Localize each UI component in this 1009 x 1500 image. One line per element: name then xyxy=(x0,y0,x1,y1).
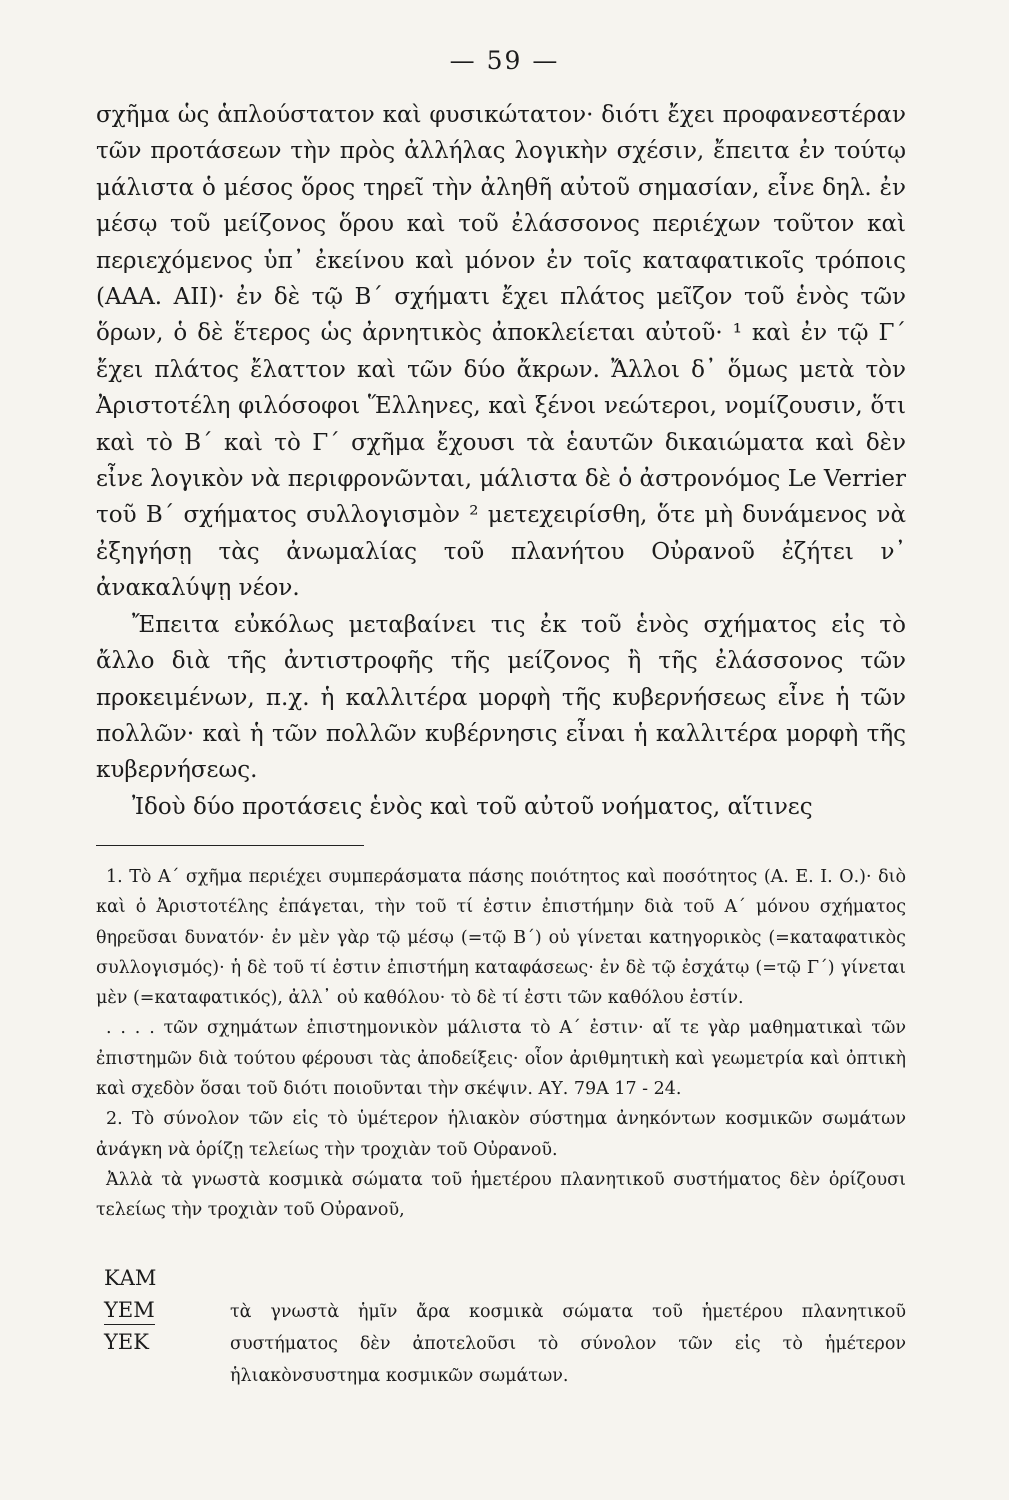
footnote-1: 1. Τὸ Α΄ σχῆμα περιέχει συμπεράσματα πάσης ποιότητος καὶ ποσότητος (Α. Ε. Ι. Ο.)· διὸ καὶ ὁ Ἀριστοτέλης ἐπάγεται, τὴν τοῦ τί ἐστιν ἐπιστήμην διὰ τοῦ Α΄ μόνου σχήματος θηρεῦσαι δυνατόν· ἐν μὲν γὰρ τῷ μέσῳ (=τῷ Β΄) οὐ γίνεται κατηγορικὸς (=καταφατικὸς συλλογισμός)· ἡ δὲ τοῦ τί ἐστιν ἐπιστήμη καταφάσεως· ἐν δὲ τῷ ἐσχάτῳ (=τῷ Γ΄) γίνεται μὲν (=καταφατικός), ἀλλ᾽ οὐ καθόλου· τὸ δὲ τί ἐστι τῶν καθόλου ἐστίν. xyxy=(96,867,906,1009)
footnote-1-quote: . . . . τῶν σχημάτων ἐπιστημονικὸν μάλιστα τὸ Α΄ ἐστιν· αἵ τε γὰρ μαθηματικαὶ τῶν ἐπιστημῶν διὰ τούτου φέρουσι τὰς ἀποδείξεις· οἷον ἀριθμητικὴ καὶ γεωμετρία καὶ ὀπτικὴ καὶ σχεδὸν ὅσαι τοῦ διότι ποιοῦνται τὴν σκέψιν. ΑΥ. 79Α 17 - 24. xyxy=(96,1018,906,1100)
syllogism-term-kam: ΚΑΜ xyxy=(104,1266,157,1290)
paragraph-2: Ἔπειτα εὐκόλως μεταβαίνει τις ἐκ τοῦ ἑνὸς σχήματος εἰς τὸ ἄλλο διὰ τῆς ἀντιστροφῆς τῆς μείζονος ἢ τῆς ἐλάσσονος τῶν προκειμένων, π.χ. ἡ καλλιτέρα μορφὴ τῆς κυβερνήσεως εἶνε ἡ τῶν πολλῶν· καὶ ἡ τῶν πολλῶν κυβέρνησις εἶναι ἡ καλλιτέρα μορφὴ τῆς κυβερνήσεως. xyxy=(96,611,906,784)
page-number: — 59 — xyxy=(449,46,560,75)
main-text xyxy=(96,97,906,825)
footnote-2: 2. Τὸ σύνολον τῶν εἰς τὸ ὑμέτερον ἡλιακὸν σύστημα ἀνηκόντων κοσμικῶν σωμάτων ἀνάγκη νὰ ὁρίζῃ τελείως τὴν τροχιὰν τοῦ Οὐρανοῦ. xyxy=(96,1109,906,1160)
syllogism-term-yem: ΥΕΜ xyxy=(104,1296,155,1325)
paragraph-3: Ἰδοὺ δύο προτάσεις ἑνὸς καὶ τοῦ αὐτοῦ νοήματος, αἵτινες xyxy=(132,793,813,820)
syllogism-conclusion: τὰ γνωστὰ ἡμῖν ἄρα κοσμικὰ σώματα τοῦ ἡμετέρου πλανητικοῦ συστήματος δὲν ἀποτελοῦσι τὸ σύνολον τῶν εἰς τὸ ἡμέτερον ἡλιακὸνσυστημα κοσμικῶν σωμάτων. xyxy=(230,1302,906,1386)
footnote-2-continued: Ἀλλὰ τὰ γνωστὰ κοσμικὰ σώματα τοῦ ἡμετέρου πλανητικοῦ συστήματος δὲν ὁρίζουσι τελείως τὴν τροχιὰν τοῦ Οὐρανοῦ, xyxy=(96,1169,906,1221)
syllogism-term-yek: ΥΕΚ xyxy=(104,1330,149,1354)
footnotes xyxy=(96,862,906,1226)
footnote-separator xyxy=(96,845,364,846)
paragraph-1: σχῆμα ὡς ἁπλούστατον καὶ φυσικώτατον· διότι ἔχει προφανεστέραν τῶν προτάσεων τὴν πρὸς ἀλλήλας λογικὴν σχέσιν, ἔπειτα ἐν τούτῳ μάλιστα ὁ μέσος ὅρος τηρεῖ τὴν ἀληθῆ αὐτοῦ σημασίαν, εἶνε δηλ. ἐν μέσῳ τοῦ μείζονος ὅρου καὶ τοῦ ἐλάσσονος περιέχων τοῦτον καὶ περιεχόμενος ὑπ᾽ ἐκείνου καὶ μόνον ἐν τοῖς καταφατικοῖς τρόποις (ΑΑΑ. ΑΙΙ)· ἐν δὲ τῷ Β΄ σχήματι ἔχει πλάτος μεῖζον τοῦ ἑνὸς τῶν ὅρων, ὁ δὲ ἕτερος ὡς ἀρνητικὸς ἀποκλείεται αὐτοῦ· ¹ καὶ ἐν τῷ Γ΄ ἔχει πλάτος ἔλαττον καὶ τῶν δύο ἄκρων. Ἄλλοι δ᾽ ὅμως μετὰ τὸν Ἀριστοτέλη φιλόσοφοι Ἕλληνες, καὶ ξένοι νεώτεροι, νομίζουσιν, ὅτι καὶ τὸ Β΄ καὶ τὸ Γ΄ σχῆμα ἔχουσι τὰ ἑαυτῶν δικαιώματα καὶ δὲν εἶνε λογικὸν νὰ περιφρονῶνται, μάλιστα δὲ ὁ ἀστρονόμος Le Verrier τοῦ Β΄ σχήματος συλλογισμὸν ² μετεχειρίσθη, ὅτε μὴ δυνάμενος νὰ ἐξηγήσῃ τὰς ἀνωμαλίας τοῦ πλανήτου Οὐρανοῦ ἐζήτει ν᾽ ἀνακαλύψῃ νέον. xyxy=(96,102,906,602)
syllogism-terms xyxy=(104,1262,196,1358)
